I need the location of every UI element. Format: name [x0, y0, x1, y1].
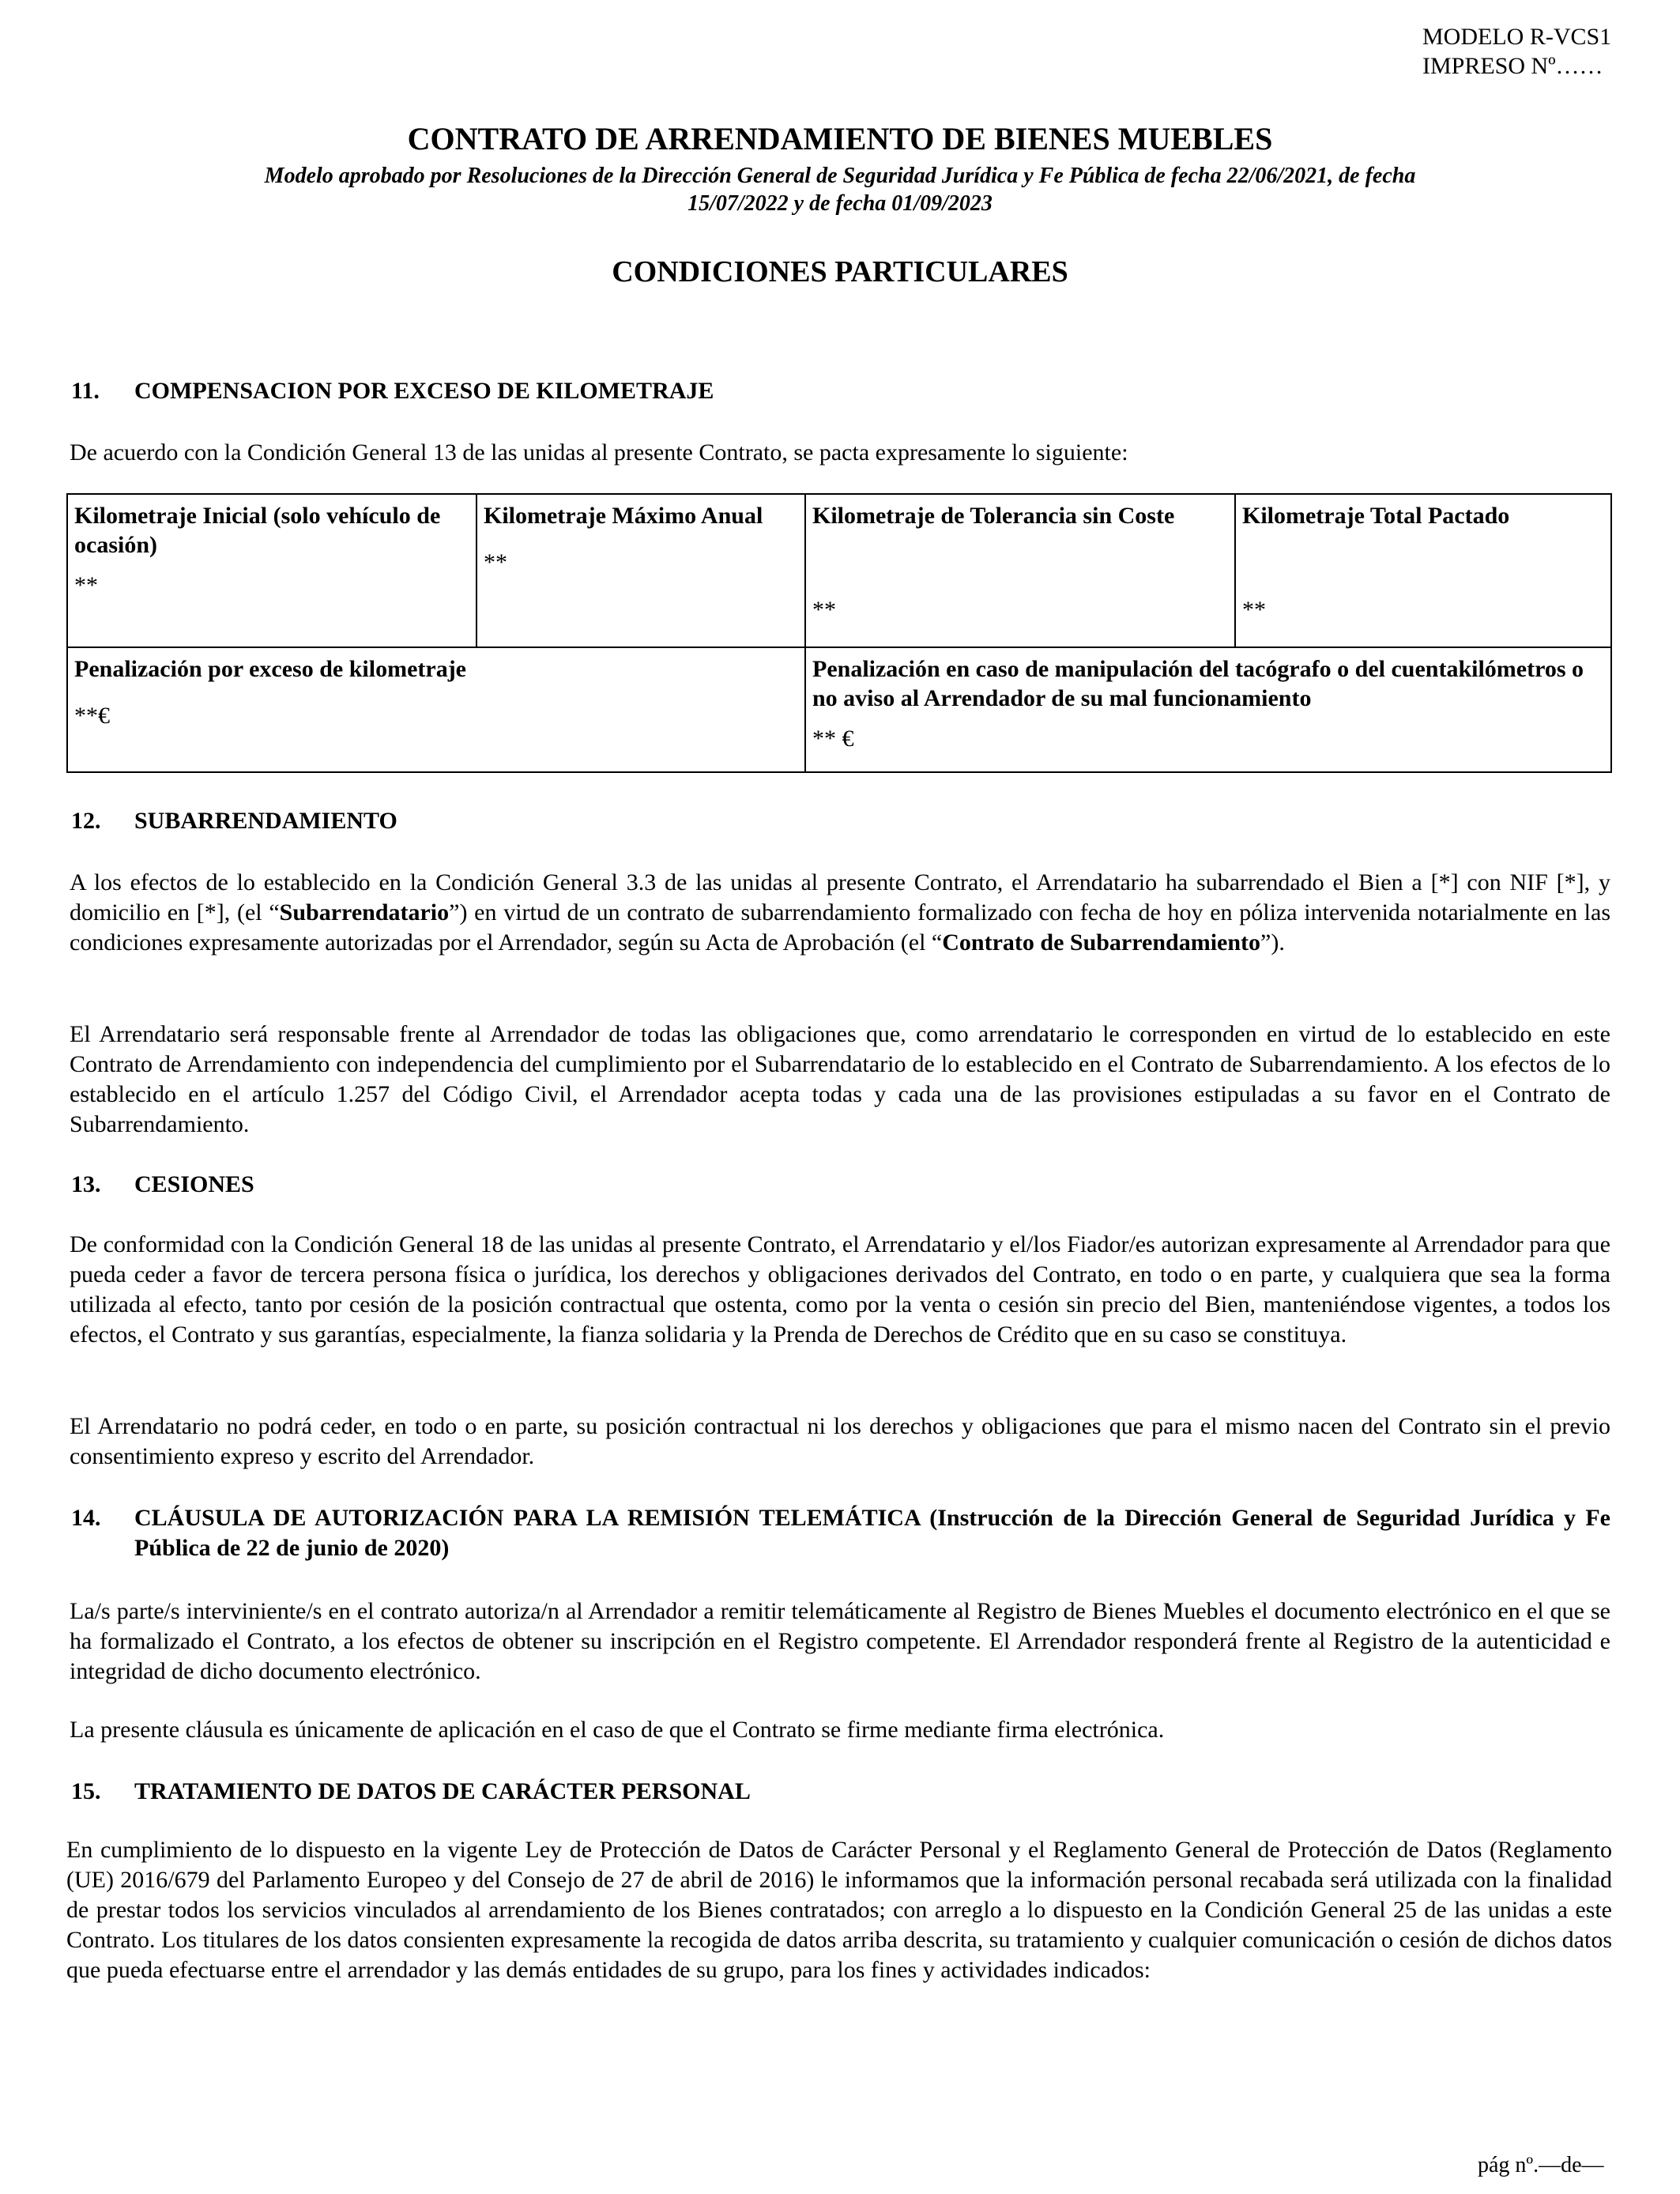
text-run: A los efectos de lo establecido en la Condición General 3.3 de las unidas al presente Contrato, el Arrendatario ha subarrendado el Bien a [*] con NIF [*], y domicilio en [*], (el “: [70, 869, 1610, 925]
term-subarrendatario: Subarrendatario: [279, 899, 450, 925]
km-total-cell: [1235, 494, 1611, 647]
km-tolerance-label: Kilometraje de Tolerancia sin Coste: [812, 503, 1175, 529]
document-title: CONTRATO DE ARRENDAMIENTO DE BIENES MUEBLES: [407, 121, 1273, 156]
section-11-heading: [71, 376, 714, 405]
km-initial-label: Kilometraje Inicial (solo vehículo de ocasión): [74, 503, 441, 558]
section-14-paragraph-1: La/s parte/s interviniente/s en el contrato autoriza/n al Arrendador a remitir telemáticamente al Registro de Bienes Muebles el documento electrónico en el que se ha formalizado el Contrato, a los efectos de obtener su inscripción en el Registro competente. El Arrendador responderá frente al Registro de la autenticidad e integridad de dicho documento electrónico.: [70, 1598, 1610, 1684]
km-max-value: **: [484, 549, 507, 575]
model-code: MODELO R-VCS1: [1422, 24, 1612, 50]
km-max-label: Kilometraje Máximo Anual: [484, 503, 763, 529]
section-number: 12.: [71, 808, 101, 834]
section-number: 14.: [71, 1505, 101, 1531]
penalty-excess-value: **€: [74, 703, 110, 729]
km-tolerance-cell: [805, 494, 1235, 647]
print-number: IMPRESO Nº……: [1422, 53, 1603, 79]
penalty-excess-label: Penalización por exceso de kilometraje: [74, 656, 466, 682]
section-title: COMPENSACION POR EXCESO DE KILOMETRAJE: [134, 378, 714, 404]
section-14-heading: [71, 1503, 1610, 1563]
text-run: ”) en virtud de un contrato de subarrendamiento formalizado con fecha de hoy en póliza intervenida notarialmente en las condiciones expresamente autorizadas por el Arrendador, según su Acta de Aprobación (el “: [70, 899, 1611, 956]
section-11-intro: De acuerdo con la Condición General 13 de las unidas al presente Contrato, se pacta expresamente lo siguiente:: [70, 439, 1128, 466]
km-initial-cell: [67, 494, 477, 647]
section-15-paragraph-1: En cumplimiento de lo dispuesto en la vigente Ley de Protección de Datos de Carácter Personal y el Reglamento General de Protección de Datos (Reglamento (UE) 2016/679 del Parlamento Europeo y del Consejo de 27 de abril de 2016) le informamos que la información personal recabada será utilizada con la finalidad de prestar todos los servicios vinculados al arrendamiento de los Bienes contratados; con arreglo a lo dispuesto en la Condición General 25 de las unidas a este Contrato. Los titulares de los datos consienten expresamente la recogida de datos arriba descrita, su tratamiento y cualquier comunicación o cesión de dichos datos que pueda efectuarse entre el arrendador y las demás entidades de su grupo, para los fines y actividades indicados:: [66, 1837, 1612, 1983]
mileage-table: [66, 493, 1612, 773]
section-12-paragraph-1: [70, 868, 1610, 958]
km-tolerance-value: **: [812, 597, 836, 623]
section-title: CLÁUSULA DE AUTORIZACIÓN PARA LA REMISIÓN TELEMÁTICA (Instrucción de la Dirección General de Seguridad Jurídica y Fe Pública de 22 de junio de 2020): [134, 1505, 1610, 1561]
section-13-paragraph-2: El Arrendatario no podrá ceder, en todo o en parte, su posición contractual ni los derechos y obligaciones que para el mismo nacen del Contrato sin el previo consentimiento expreso y escrito del Arrendador.: [70, 1413, 1610, 1469]
section-number: 13.: [71, 1171, 101, 1197]
document-subtitle: Modelo aprobado por Resoluciones de la Dirección General de Seguridad Jurídica y Fe Pública de fecha 22/06/2021, de fecha 15/07/2022 y de fecha 01/09/2023: [264, 164, 1416, 216]
page-number: pág nº.—de—: [1478, 2153, 1604, 2177]
penalty-tachograph-label: Penalización en caso de manipulación del tacógrafo o del cuentakilómetros o no aviso al Arrendador de su mal funcionamiento: [812, 656, 1584, 711]
section-number: 11.: [71, 378, 100, 404]
section-title: TRATAMIENTO DE DATOS DE CARÁCTER PERSONAL: [134, 1778, 751, 1804]
term-contrato-subarrendamiento: Contrato de Subarrendamiento: [942, 929, 1261, 956]
penalty-tachograph-cell: [805, 647, 1611, 772]
section-title: SUBARRENDAMIENTO: [134, 808, 397, 834]
km-max-cell: [477, 494, 805, 647]
km-initial-value: **: [74, 572, 98, 598]
section-12-paragraph-2: El Arrendatario será responsable frente al Arrendador de todas las obligaciones que, como arrendatario le corresponden en virtud de lo establecido en este Contrato de Arrendamiento con independencia del cumplimiento por el Subarrendatario de lo establecido en el Contrato de Subarrendamiento. A los efectos de lo establecido en el artículo 1.257 del Código Civil, el Arrendador acepta todas y cada una de las provisiones estipuladas a su favor en el Contrato de Subarrendamiento.: [70, 1021, 1610, 1137]
penalty-excess-cell: [67, 647, 805, 772]
section-number: 15.: [71, 1778, 101, 1804]
section-15-heading: [71, 1777, 751, 1806]
model-reference: [1422, 22, 1611, 81]
km-total-value: **: [1242, 597, 1266, 623]
section-title: CESIONES: [134, 1171, 254, 1197]
conditions-heading: CONDICIONES PARTICULARES: [612, 255, 1068, 288]
section-13-paragraph-1: De conformidad con la Condición General 18 de las unidas al presente Contrato, el Arrendatario y el/los Fiador/es autorizan expresamente al Arrendador para que pueda ceder a favor de tercera persona física o jurídica, los derechos y obligaciones derivados del Contrato, en todo o en parte, y cualquiera que sea la forma utilizada al efecto, tanto por cesión de la posición contractual que ostenta, como por la venta o cesión sin precio del Bien, manteniéndose vigentes, a todos los efectos, el Contrato y sus garantías, especialmente, la fianza solidaria y la Prenda de Derechos de Crédito que en su caso se constituya.: [70, 1231, 1610, 1348]
text-run: ”).: [1260, 929, 1285, 956]
penalty-tachograph-value: ** €: [812, 726, 854, 752]
km-total-label: Kilometraje Total Pactado: [1242, 503, 1510, 529]
section-12-heading: [71, 806, 397, 835]
section-14-paragraph-2: La presente cláusula es únicamente de aplicación en el caso de que el Contrato se firme mediante firma electrónica.: [70, 1717, 1165, 1743]
section-13-heading: [71, 1170, 254, 1199]
